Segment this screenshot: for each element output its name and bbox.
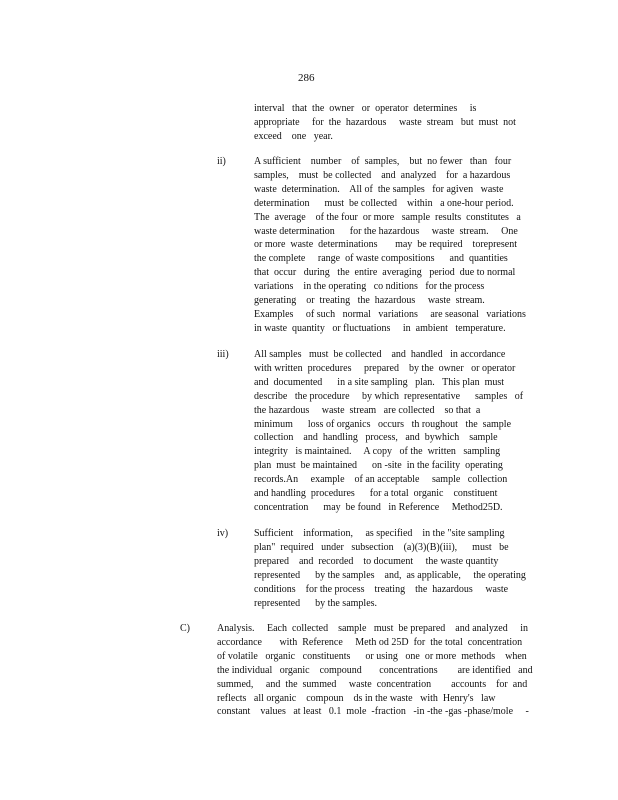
text-line: conditions for the process treating the hazardous waste bbox=[254, 583, 509, 595]
text-line: waste determination. All of the samples for agiven waste bbox=[254, 183, 504, 195]
text-line: describe the procedure by which representative samples of bbox=[254, 390, 524, 402]
text-line: plan" required under subsection (a)(3)(B)(iii), must be bbox=[254, 541, 509, 553]
text-line: accordance with Reference Meth od 25D for the total concentration bbox=[217, 636, 523, 648]
text-line: concentration may be found in Reference Method25D. bbox=[254, 501, 503, 513]
text-line: The average of the four or more sample results constitutes a bbox=[254, 211, 521, 223]
text-line: the complete range of waste compositions and quantities bbox=[254, 253, 508, 265]
text-line: summed, and the summed waste concentration accounts for and bbox=[217, 678, 528, 690]
page-number: 286 bbox=[298, 72, 315, 84]
text-line: minimum loss of organics occurs th roughout the sample bbox=[254, 418, 512, 430]
text-line: waste determination for the hazardous waste stream. One bbox=[254, 225, 518, 237]
text-line: and handling procedures for a total organic constituent bbox=[254, 488, 498, 500]
text-line: interval that the owner or operator determines is bbox=[254, 103, 477, 114]
text-line: appropriate for the hazardous waste stream but must not bbox=[254, 116, 516, 128]
text-line: samples, must be collected and analyzed for a hazardous bbox=[254, 169, 511, 181]
text-line: constant values at least 0.1 mole -fraction -in -the -gas -phase/mole - bbox=[217, 706, 529, 718]
item-label-iv: iv) bbox=[217, 528, 229, 539]
item-iv-paragraph bbox=[254, 527, 526, 610]
continuation-paragraph bbox=[254, 102, 516, 144]
text-line: exceed one year. bbox=[254, 130, 333, 142]
item-label-ii: ii) bbox=[217, 156, 226, 167]
text-line: records.An example of an acceptable sample collection bbox=[254, 474, 508, 486]
text-line: All samples must be collected and handled in accordance bbox=[254, 349, 506, 360]
item-iii-paragraph bbox=[254, 348, 523, 515]
text-line: Sufficient information, as specified in the "site sampling bbox=[254, 528, 505, 539]
text-line: represented by the samples and, as applicable, the operating bbox=[254, 569, 526, 581]
text-line: determination must be collected within a one-hour period. bbox=[254, 197, 514, 209]
section-c-paragraph bbox=[217, 622, 533, 719]
item-ii-paragraph bbox=[254, 155, 526, 336]
text-line: and documented in a site sampling plan. This plan must bbox=[254, 376, 505, 388]
item-label-iii: iii) bbox=[217, 349, 229, 360]
text-line: A sufficient number of samples, but no fewer than four bbox=[254, 156, 512, 167]
text-line: represented by the samples. bbox=[254, 597, 378, 609]
section-c-label: C) bbox=[180, 623, 190, 634]
text-line: reflects all organic compoun ds in the waste with Henry's law bbox=[217, 692, 496, 704]
text-line: prepared and recorded to document the waste quantity bbox=[254, 555, 499, 567]
text-line: that occur during the entire averaging period due to normal bbox=[254, 267, 516, 279]
text-line: of volatile organic constituents or using one or more methods when bbox=[217, 650, 527, 662]
text-line: Analysis. Each collected sample must be prepared and analyzed in bbox=[217, 623, 529, 634]
text-line: with written procedures prepared by the owner or operator bbox=[254, 362, 516, 374]
text-line: or more waste determinations may be required torepresent bbox=[254, 239, 517, 251]
text-line: integrity is maintained. A copy of the written sampling bbox=[254, 446, 501, 458]
text-line: Examples of such normal variations are seasonal variations bbox=[254, 308, 526, 320]
text-line: the hazardous waste stream are collected so that a bbox=[254, 404, 481, 416]
text-line: variations in the operating co nditions for the process bbox=[254, 281, 485, 293]
text-line: collection and handling process, and bywhich sample bbox=[254, 432, 498, 444]
text-line: in waste quantity or fluctuations in ambient temperature. bbox=[254, 322, 506, 334]
text-line: plan must be maintained on -site in the facility operating bbox=[254, 460, 503, 472]
text-line: generating or treating the hazardous waste stream. bbox=[254, 295, 485, 307]
text-line: the individual organic compound concentrations are identified and bbox=[217, 664, 533, 676]
